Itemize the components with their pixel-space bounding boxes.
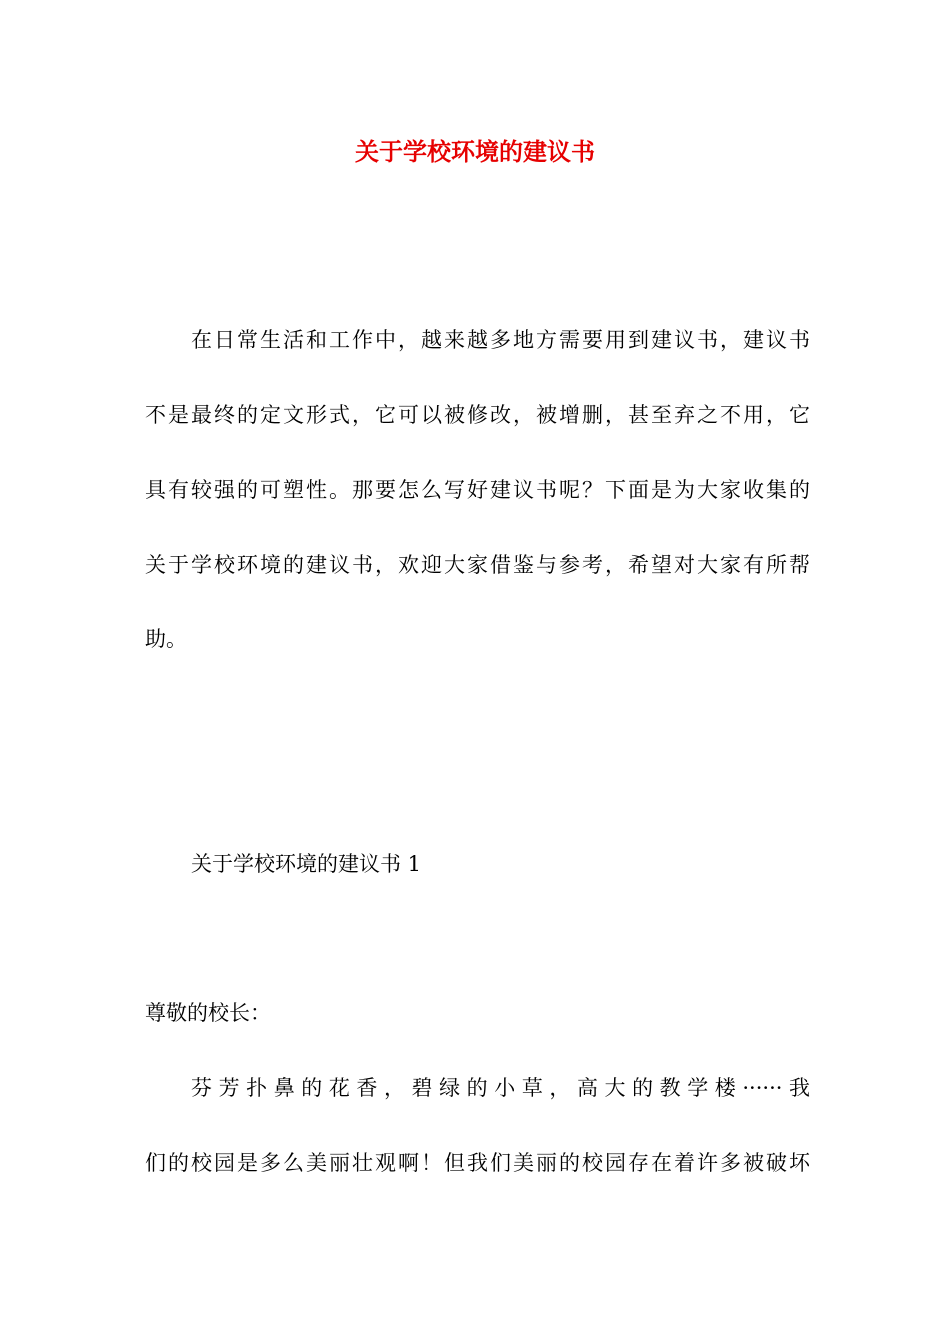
intro-line-2: 不是最终的定文形式，它可以被修改，被增删，甚至弃之不用，它 xyxy=(145,403,810,427)
intro-line-1: 在日常生活和工作中，越来越多地方需要用到建议书，建议书 xyxy=(191,328,810,352)
intro-line-4: 关于学校环境的建议书，欢迎大家借鉴与参考，希望对大家有所帮 xyxy=(145,553,810,577)
intro-line-3: 具有较强的可塑性。那要怎么写好建议书呢？下面是为大家收集的 xyxy=(145,478,810,502)
section-heading: 关于学校环境的建议书 1 xyxy=(191,852,422,876)
body-line-2: 们的校园是多么美丽壮观啊！但我们美丽的校园存在着许多被破坏 xyxy=(145,1151,810,1175)
body-line-1: 芬芳扑鼻的花香，碧绿的小草，高大的教学楼······我 xyxy=(191,1076,810,1100)
document-title: 关于学校环境的建议书 xyxy=(355,137,595,166)
intro-line-5: 助。 xyxy=(145,627,187,651)
salutation: 尊敬的校长： xyxy=(145,1001,271,1025)
